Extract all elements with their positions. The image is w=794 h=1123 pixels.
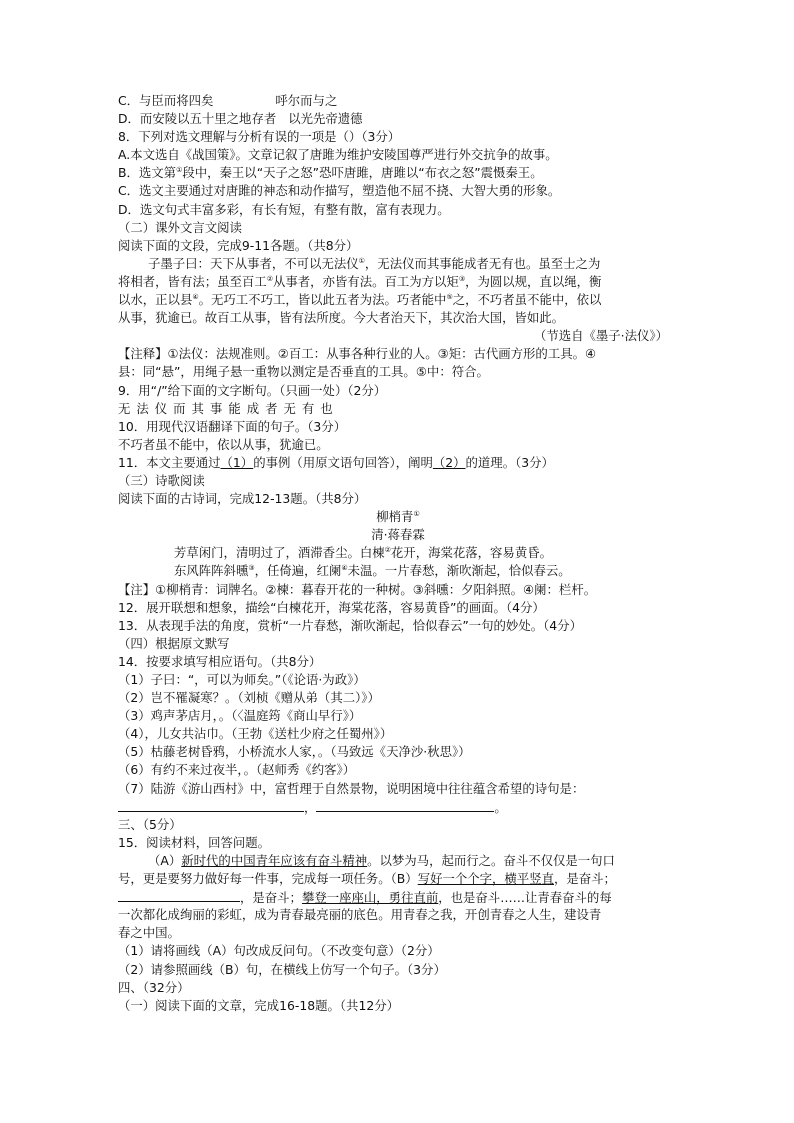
annotation-line: 县：同“悬”，用绳子悬一重物以测定是否垂直的工具。⑤中：符合。 <box>118 364 489 380</box>
document-page <box>118 92 678 1015</box>
section-heading-classical: （二）课外文言文阅读 <box>118 219 242 235</box>
q7-option-d: D．而安陵以五十里之地存者 以光先帝遗德 <box>118 111 363 127</box>
section-heading-dictation: （四）根据原文默写 <box>118 635 230 651</box>
material-line: ，是奋斗；攀登一座座山，勇往直前，也是奋斗……让青春奋斗的每 <box>118 888 678 906</box>
q8-option-c: C．选文主要通过对唐雎的神态和动作描写，塑造他不屈不挠、大智大勇的形象。 <box>118 183 561 199</box>
answer-blank[interactable] <box>316 798 494 812</box>
dictation-item: （3）鸡声茅店月，。（〈温庭筠《商山早行》） <box>118 708 362 724</box>
passage-line: 将相者，皆有法；虽至百工②从事者，亦皆有法。百工为方以矩③，为圆以规，直以绳，衡 <box>118 273 602 289</box>
passage-line: 从事，犹逾已。故百工从事，皆有法所度。今大者治天下，其次治大国，皆如此。 <box>118 310 565 326</box>
q15-sub1: （1）请将画线（A）句改成反问句。（不改变句意）（2分） <box>118 943 440 959</box>
section-intro: 阅读下面的文段，完成9-11各题。（共8分） <box>118 237 359 253</box>
part4-heading: 四、（32分） <box>118 979 190 995</box>
q10-stem: 10．用现代汉语翻译下面的句子。（3分） <box>118 418 347 434</box>
q11-stem: 11．本文主要通过（1）的事例（用原文语句回答），阐明（2）的道理。（3分） <box>118 454 554 470</box>
passage-source: （节选自《墨子·法仪》） <box>533 328 668 344</box>
poem-title: 柳梢青① <box>376 509 420 525</box>
section-heading-poetry: （三）诗歌阅读 <box>118 472 205 488</box>
q15-stem: 15．阅读材料，回答问题。 <box>118 834 271 850</box>
material-line: 春之中国。 <box>118 925 180 941</box>
q7-option-c: C．与臣而将四矣 呼尔而与之 <box>118 93 338 108</box>
part3-heading: 三、（5分） <box>118 816 182 832</box>
dictation-item: （7）陆游《游山西村》中，富哲理于自然景物，说明困境中往往蕴含希望的诗句是： <box>118 780 585 796</box>
poem-line: 芳草闲门，清明过了，酒滞香尘。白楝②花开，海棠花落，容易黄昏。 <box>174 545 552 561</box>
imitation-blank[interactable] <box>118 888 240 902</box>
q13-stem: 13．从表现手法的角度，赏析“一片春愁，渐吹渐起，恰似春云”一句的妙处。（4分） <box>118 617 582 633</box>
dictation-item: （4），儿女共沾巾。（王勃《送杜少府之任蜀州》） <box>118 726 393 742</box>
blank-1[interactable]: （1） <box>220 454 254 470</box>
poem-note: 【注】①柳梢青：词牌名。②楝：暮春开花的一种树。③斜曛：夕阳斜照。④阑：栏杆。 <box>118 581 597 597</box>
answer-blank[interactable] <box>118 798 304 812</box>
dictation-item: （5）枯藤老树昏鸦，小桥流水人家，。（马致远《天净沙·秋思》） <box>118 744 471 760</box>
part4-subheading: （一）阅读下面的文章，完成16-18题。（共12分） <box>118 997 399 1013</box>
blank-2[interactable]: （2） <box>432 454 466 470</box>
q10-text: 不巧者虽不能中，依以从事，犹逾已。 <box>118 436 329 452</box>
dictation-item: （2）岂不罹凝寒？。（刘桢《赠从弟（其二）》） <box>118 690 380 706</box>
poem-line: 东风阵阵斜曛③，任倚遍，红阑④未温。一片春愁，渐吹渐起，恰似春云。 <box>174 563 571 579</box>
q8-option-b: B．选文第①段中，秦王以“天子之怒”恐吓唐雎，唐雎以“布衣之怒”震慑秦王。 <box>118 165 543 181</box>
q9-text: 无法仪而其事能成者无有也 <box>118 400 339 416</box>
dictation-item: （1）子曰：“，可以为师矣。”（《论语·为政》） <box>118 672 366 687</box>
annotation-line: 【注释】①法仪：法规准则。②百工：从事各种行业的人。③矩：古代画方形的工具。④ <box>118 346 597 362</box>
passage-line: 以水，正以县④。无巧工不巧工，皆以此五者为法。巧者能中⑤之，不巧者虽不能中，依以 <box>118 292 602 308</box>
material-line: 号，更是要努力做好每一件事，完成每一项任务。（B）写好一个个字，横平竖直，是奋斗； <box>118 871 616 887</box>
section-intro: 阅读下面的古诗词，完成12-13题。（共8分） <box>118 491 367 507</box>
q9-stem: 9．用“/”给下面的文字断句。（只画一处）（2分） <box>118 382 387 398</box>
dictation-item: （6）有约不来过夜半，。（赵师秀《约客》） <box>118 762 356 778</box>
q12-stem: 12．展开联想和想象，描绘“白楝花开，海棠花落，容易黄昏”的画面。（4分） <box>118 599 545 615</box>
q8-stem: 8．下列对选文理解与分析有误的一项是（）（3分） <box>118 129 401 145</box>
material-line: 一次都化成绚丽的彩虹，成为青春最亮丽的底色。用青春之我，开创青春之人生，建设青 <box>118 907 602 923</box>
q8-option-a: A.本文选自《战国策》。文章记叙了唐雎为维护安陵国尊严进行外交抗争的故事。 <box>118 147 558 163</box>
q14-stem: 14．按要求填写相应语句。（共8分） <box>118 653 322 669</box>
poem-author: 清·蒋春霖 <box>371 527 425 543</box>
passage-line: 子墨子曰：天下从事者，不可以无法仪①，无法仪而其事能成者无有也。虽至士之为 <box>148 255 601 271</box>
material-line: （A）新时代的中国青年应该有奋斗精神。以梦为马，起而行之。奋斗不仅仅是一句口 <box>148 852 615 868</box>
answer-blanks-line: ， 。 <box>118 798 678 816</box>
q15-sub2: （2）请参照画线（B）句，在横线上仿写一个句子。（3分） <box>118 961 446 977</box>
q8-option-d: D．选文句式丰富多彩，有长有短，有整有散，富有表现力。 <box>118 201 450 217</box>
